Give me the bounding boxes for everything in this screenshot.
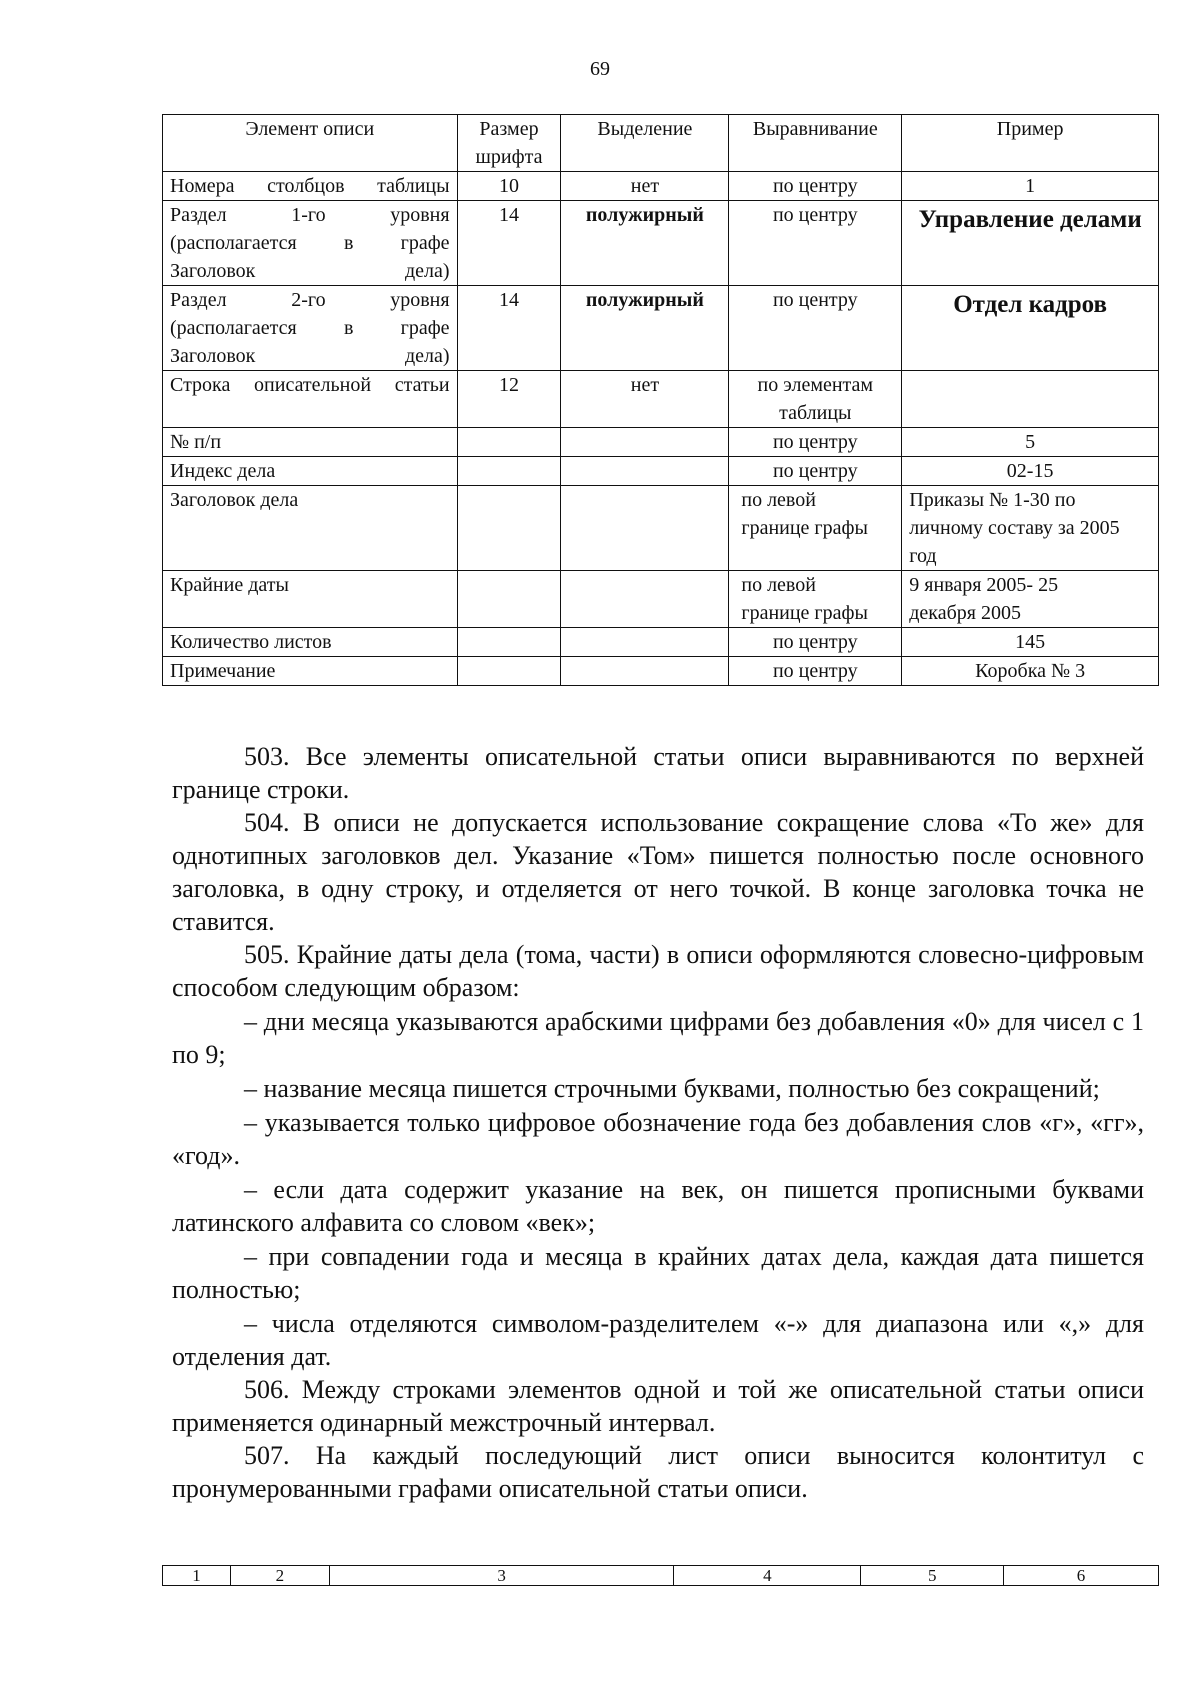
- element-cell: Примечание: [163, 657, 458, 686]
- example-cell: 145: [902, 628, 1159, 657]
- column-number-cell: 1: [163, 1566, 231, 1586]
- list-item: – при совпадении года и месяца в крайних датах дела, каждая дата пишется полностью;: [172, 1242, 1144, 1304]
- align-cell: по элементам таблицы: [729, 371, 902, 428]
- size-cell: [457, 428, 561, 457]
- style-cell: [561, 486, 729, 571]
- element-cell: Крайние даты: [163, 571, 458, 628]
- style-cell: нет: [561, 172, 729, 201]
- style-cell: [561, 628, 729, 657]
- header-cell: Пример: [902, 115, 1159, 172]
- example-cell: 5: [902, 428, 1159, 457]
- table-row: [163, 457, 1159, 486]
- size-cell: 12: [457, 371, 561, 428]
- page-number: 69: [590, 58, 610, 80]
- align-cell: по центру: [729, 172, 902, 201]
- element-cell: Индекс дела: [163, 457, 458, 486]
- size-cell: [457, 457, 561, 486]
- table-row: [163, 571, 1159, 628]
- list-item: – дни месяца указываются арабскими цифрами без добавления «0» для чисел с 1 по 9;: [172, 1007, 1144, 1069]
- header-cell: Выделение: [561, 115, 729, 172]
- column-number-cell: 5: [861, 1566, 1004, 1586]
- element-cell: Номера столбцов таблицы: [163, 172, 458, 201]
- example-cell: [902, 371, 1159, 428]
- table-row: [163, 428, 1159, 457]
- size-cell: [457, 628, 561, 657]
- style-cell: [561, 457, 729, 486]
- style-cell: полужирный: [561, 201, 729, 286]
- style-cell: [561, 428, 729, 457]
- example-cell: 9 января 2005- 25 декабря 2005: [902, 571, 1159, 628]
- element-cell: Раздел 1-го уровня (располагается в графе Заголовок дела): [163, 201, 458, 286]
- column-number-cell: 3: [329, 1566, 674, 1586]
- list-item: – числа отделяются символом-разделителем «-» для диапазона или «,» для отделения дат.: [172, 1309, 1144, 1371]
- list-item: – название месяца пишется строчными буквами, полностью без сокращений;: [244, 1074, 1100, 1103]
- column-number-cell: 6: [1004, 1566, 1159, 1586]
- align-cell: по центру: [729, 657, 902, 686]
- header-cell: Размер шрифта: [457, 115, 561, 172]
- element-cell: № п/п: [163, 428, 458, 457]
- example-cell: Управление делами: [902, 201, 1159, 286]
- size-cell: 14: [457, 286, 561, 371]
- table-row: [163, 371, 1159, 428]
- element-cell: Количество листов: [163, 628, 458, 657]
- table-row: [163, 628, 1159, 657]
- paragraph-506: 506. Между строками элементов одной и той же описательной статьи описи применяется одинарный межстрочный интервал.: [172, 1375, 1144, 1437]
- align-cell: по левой границе графы: [729, 571, 902, 628]
- element-cell: Раздел 2-го уровня (располагается в графе Заголовок дела): [163, 286, 458, 371]
- table-header-row: [163, 115, 1159, 172]
- size-cell: [457, 486, 561, 571]
- header-cell: Элемент описи: [163, 115, 458, 172]
- list-item: – если дата содержит указание на век, он пишется прописными буквами латинского алфавита со словом «век»;: [172, 1175, 1144, 1237]
- align-cell: по центру: [729, 201, 902, 286]
- align-cell: по центру: [729, 286, 902, 371]
- column-number-cell: 2: [230, 1566, 329, 1586]
- size-cell: 14: [457, 201, 561, 286]
- size-cell: 10: [457, 172, 561, 201]
- formatting-table: [162, 114, 1159, 686]
- header-cell: Выравнивание: [729, 115, 902, 172]
- example-cell: Отдел кадров: [902, 286, 1159, 371]
- align-cell: по центру: [729, 428, 902, 457]
- example-cell: Коробка № 3: [902, 657, 1159, 686]
- table-row: [163, 657, 1159, 686]
- example-cell: Приказы № 1-30 по личному составу за 2005 год: [902, 486, 1159, 571]
- size-cell: [457, 571, 561, 628]
- example-cell: 02-15: [902, 457, 1159, 486]
- list-item: – указывается только цифровое обозначение года без добавления слов «г», «гг», «год».: [172, 1108, 1144, 1170]
- paragraph-503: 503. Все элементы описательной статьи описи выравниваются по верхней границе строки.: [172, 742, 1144, 804]
- align-cell: по левой границе графы: [729, 486, 902, 571]
- style-cell: нет: [561, 371, 729, 428]
- size-cell: [457, 657, 561, 686]
- align-cell: по центру: [729, 628, 902, 657]
- style-cell: [561, 657, 729, 686]
- style-cell: полужирный: [561, 286, 729, 371]
- table-row: [163, 172, 1159, 201]
- element-cell: Заголовок дела: [163, 486, 458, 571]
- column-number-row: [162, 1565, 1159, 1586]
- column-number-cell: 4: [674, 1566, 861, 1586]
- paragraph-507: 507. На каждый последующий лист описи выносится колонтитул с пронумерованными графами описательной статьи описи.: [172, 1441, 1144, 1503]
- example-cell: 1: [902, 172, 1159, 201]
- element-cell: Строка описательной статьи: [163, 371, 458, 428]
- paragraph-505: 505. Крайние даты дела (тома, части) в описи оформляются словесно-цифровым способом следующим образом:: [172, 940, 1144, 1002]
- table-row: [163, 201, 1159, 286]
- paragraph-504: 504. В описи не допускается использование сокращение слова «То же» для однотипных заголовков дел. Указание «Том» пишется полностью после основного заголовка, в одну строку, и отделяется от него точкой. В конце заголовка точка не ставится.: [172, 808, 1144, 936]
- table-row: [163, 486, 1159, 571]
- style-cell: [561, 571, 729, 628]
- table-row: [163, 286, 1159, 371]
- body-text: [172, 740, 1144, 1505]
- align-cell: по центру: [729, 457, 902, 486]
